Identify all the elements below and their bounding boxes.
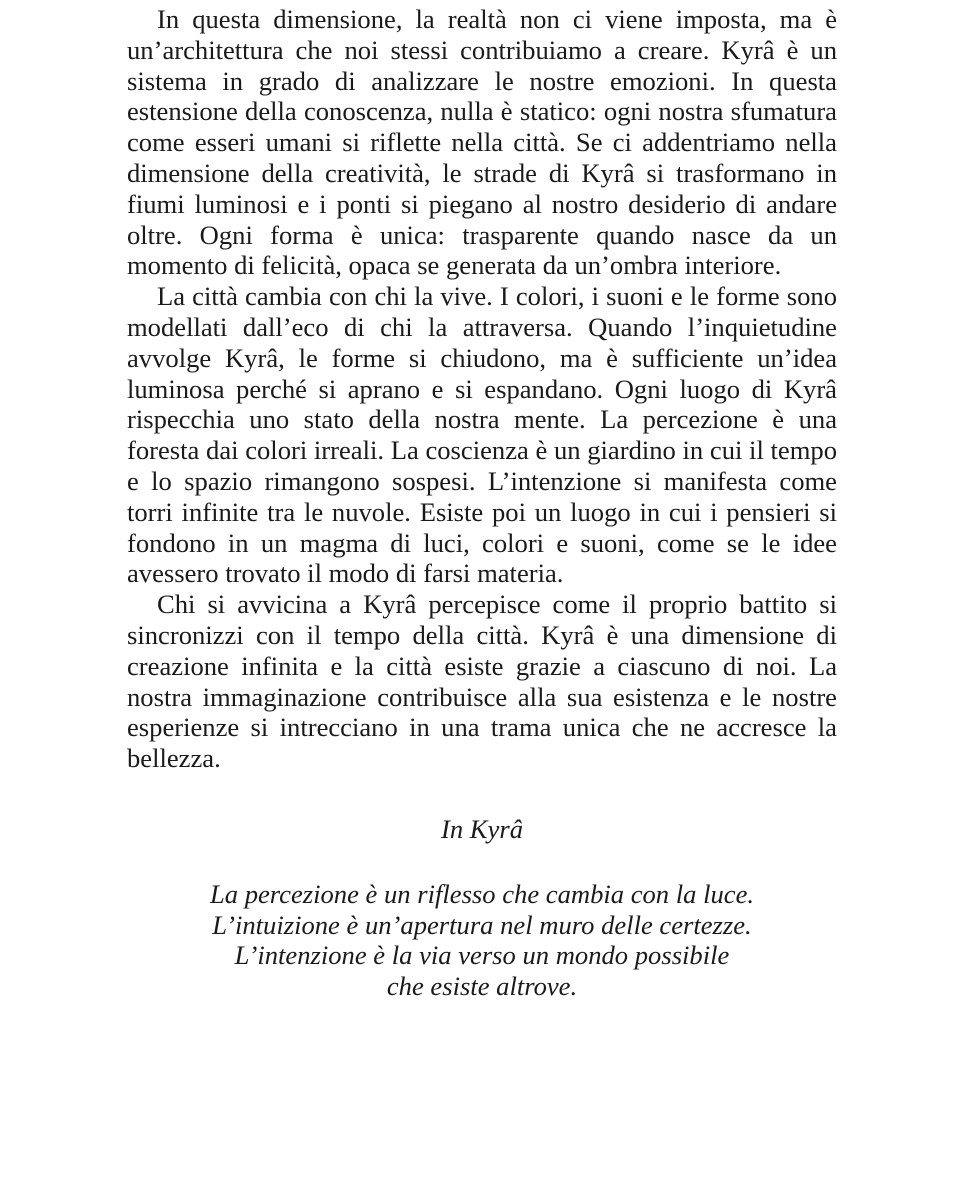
- paragraph: La città cambia con chi la vive. I colori, i suoni e le forme sono modellati dall’eco di chi la attraversa. Quando l’inquietudine avvolge Kyrâ, le forme si chiudono, ma è sufficiente un’idea luminosa perché si aprano e si espandano. Ogni luogo di Kyrâ rispecchia uno stato della nostra mente. La percezione è una foresta dai colori irreali. La coscienza è un giardino in cui il tempo e lo spazio rimangono sospesi. L’intenzione si manifesta come torri infinite tra le nuvole. Esiste poi un luogo in cui i pensieri si fondono in un magma di luci, colori e suoni, come se le idee avessero trovato il modo di farsi materia.: [127, 281, 837, 589]
- body-text: [127, 4, 837, 774]
- poem: [127, 814, 837, 1002]
- poem-line: che esiste altrove.: [386, 971, 578, 1002]
- poem-line: La percezione è un riflesso che cambia con la luce.: [209, 878, 755, 909]
- poem-line: L’intenzione è la via verso un mondo possibile: [234, 940, 730, 971]
- poem-title: In Kyrâ: [441, 813, 523, 844]
- document-page: [127, 4, 837, 1002]
- paragraph: In questa dimensione, la realtà non ci viene imposta, ma è un’architettura che noi stessi contribuiamo a creare. Kyrâ è un sistema in grado di analizzare le nostre emozioni. In questa estensione della conoscenza, nulla è statico: ogni nostra sfumatura come esseri umani si riflette nella città. Se ci addentriamo nella dimensione della creatività, le strade di Kyrâ si trasformano in fiumi luminosi e i ponti si piegano al nostro desiderio di andare oltre. Ogni forma è unica: trasparente quando nasce da un momento di felicità, opaca se generata da un’ombra interiore.: [127, 4, 837, 281]
- poem-line: L’intuizione è un’apertura nel muro delle certezze.: [212, 909, 752, 940]
- paragraph: Chi si avvicina a Kyrâ percepisce come il proprio battito si sincronizzi con il tempo della città. Kyrâ è una dimensione di creazione infinita e la città esiste grazie a ciascuno di noi. La nostra immaginazione contribuisce alla sua esistenza e le nostre esperienze si intrecciano in una trama unica che ne accresce la bellezza.: [127, 589, 837, 774]
- poem-lines: [127, 879, 837, 1002]
